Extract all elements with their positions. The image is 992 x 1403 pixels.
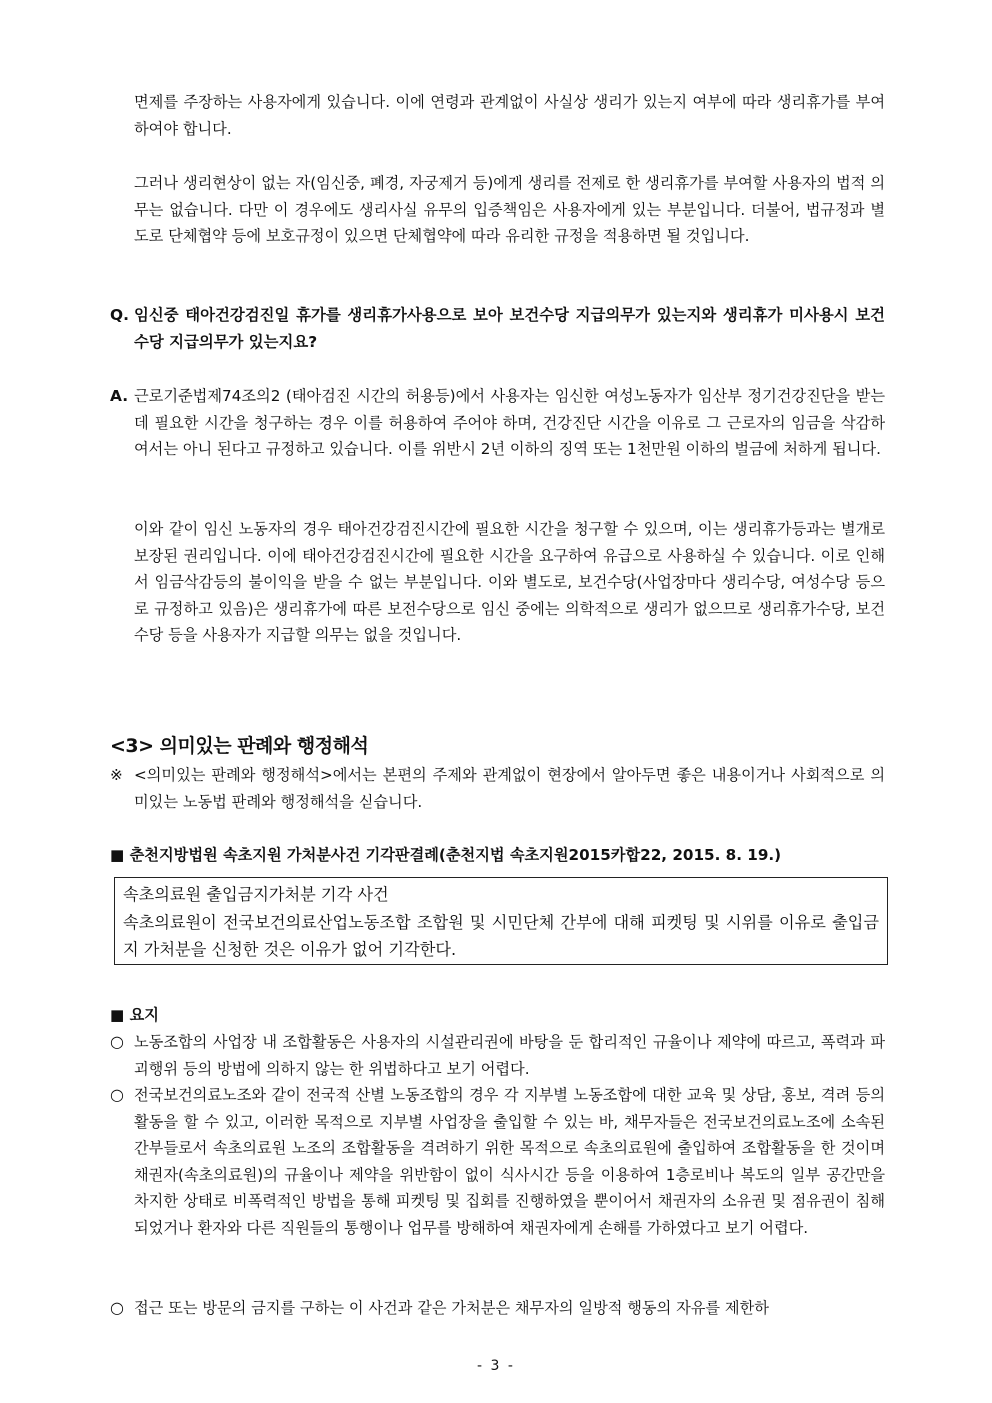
bullet-item: 노동조합의 사업장 내 조합활동은 사용자의 시설관리권에 바탕을 둔 합리적인 규율이나 제약에 따르고, 폭력과 파괴행위 등의 방법에 의하지 않는 한 위법하다고 보기 어렵다. [134,1033,885,1078]
question-text: 임신중 태아건강검진일 휴가를 생리휴가사용으로 보아 보건수당 지급의무가 있는지와 생리휴가 미사용시 보건수당 지급의무가 있는지요? [134,306,885,351]
note-mark: ※ [110,766,123,784]
question-label: Q. [110,306,129,324]
paragraph-exemption: 면제를 주장하는 사용자에게 있습니다. 이에 연령과 관계없이 사실상 생리가 있는지 여부에 따라 생리휴가를 부여하여야 합니다. [134,93,885,138]
case-box-title: 속초의료원 출입금지가처분 기각 사건 [123,885,389,904]
case-heading: ■ 춘천지방법원 속초지원 가처분사건 기각판결례(춘천지법 속초지원2015카합22, 2015. 8. 19.) [110,846,782,864]
bullet-item: 접근 또는 방문의 금지를 구하는 이 사건과 같은 가처분은 채무자의 일방적 행동의 자유를 제한하 [134,1299,769,1317]
answer-paragraph-2: 이와 같이 임신 노동자의 경우 태아건강검진시간에 필요한 시간을 청구할 수 있으며, 이는 생리휴가등과는 별개로 보장된 권리입니다. 이에 태아건강검진시간에 필요한 시간을 요구하여 유급으로 사용하실 수 있습니다. 이로 인해서 임금삭감등의 불이익을 받을 수 없는 부분입니다. 이와 별도로, 보건수당(사업장마다 생리수당, 여성수당 등으로 규정하고 있음)은 생리휴가에 따른 보전수당으로 임신 중에는 의학적으로 생리가 없으므로 생리휴가수당, 보건수당 등을 사용자가 지급할 의무는 없을 것입니다. [134,520,885,644]
section-note: <의미있는 판례와 행정해석>에서는 본편의 주제와 관계없이 현장에서 알아두면 좋은 내용이거나 사회적으로 의미있는 노동법 판례와 행정해석을 싣습니다. [134,766,885,811]
bullet-mark: ○ [110,1085,124,1104]
bullet-mark: ○ [110,1298,124,1317]
answer-label: A. [110,387,129,405]
answer-paragraph-1: 근로기준법제74조의2 (태아검진 시간의 허용등)에서 사용자는 임신한 여성노동자가 임산부 정기건강진단을 받는데 필요한 시간을 청구하는 경우 이를 허용하여 주어야 하며, 건강진단 시간을 이유로 그 근로자의 임금을 삭감하여서는 아니 된다고 규정하고 있습니다. 이를 위반시 2년 이하의 징역 또는 1천만원 이하의 벌금에 처하게 됩니다. [134,387,885,458]
page-number: - 3 - [477,1358,515,1374]
bullet-item: 전국보건의료노조와 같이 전국적 산별 노동조합의 경우 각 지부별 노동조합에 대한 교육 및 상담, 홍보, 격려 등의 활동을 할 수 있고, 이러한 목적으로 지부별 사업장을 출입할 수 있는 바, 채무자들은 전국보건의료노조에 소속된 간부들로서 속초의료원 노조의 조합활동을 격려하기 위한 목적으로 속초의료원에 출입하여 조합활동을 한 것이며 채권자(속초의료원)의 규율이나 제약을 위반함이 없이 식사시간 등을 이용하여 1층로비나 복도의 일부 공간만을 차지한 상태로 비폭력적인 방법을 통해 피켓팅 및 집회를 진행하였을 뿐이어서 채권자의 소유권 및 점유권이 침해되었거나 환자와 다른 직원들의 통행이나 업무를 방해하여 채권자에게 손해를 가하였다고 보기 어렵다. [134,1086,885,1237]
summary-heading: ■ 요지 [110,1006,159,1024]
section-heading: <3> 의미있는 판례와 행정해석 [110,735,369,757]
case-box-body: 속초의료원이 전국보건의료산업노동조합 조합원 및 시민단체 간부에 대해 피켓팅 및 시위를 이유로 출입금지 가처분을 신청한 것은 이유가 없어 기각한다. [123,912,879,959]
bullet-mark: ○ [110,1032,124,1051]
paragraph-no-obligation: 그러나 생리현상이 없는 자(임신중, 폐경, 자궁제거 등)에게 생리를 전제로 한 생리휴가를 부여할 사용자의 법적 의무는 없습니다. 다만 이 경우에도 생리사실 유무의 입증책임은 사용자에게 있는 부분입니다. 더불어, 법규정과 별도로 단체협약 등에 보호규정이 있으면 단체협약에 따라 유리한 규정을 적용하면 될 것입니다. [134,174,885,245]
case-summary-box [114,877,888,965]
